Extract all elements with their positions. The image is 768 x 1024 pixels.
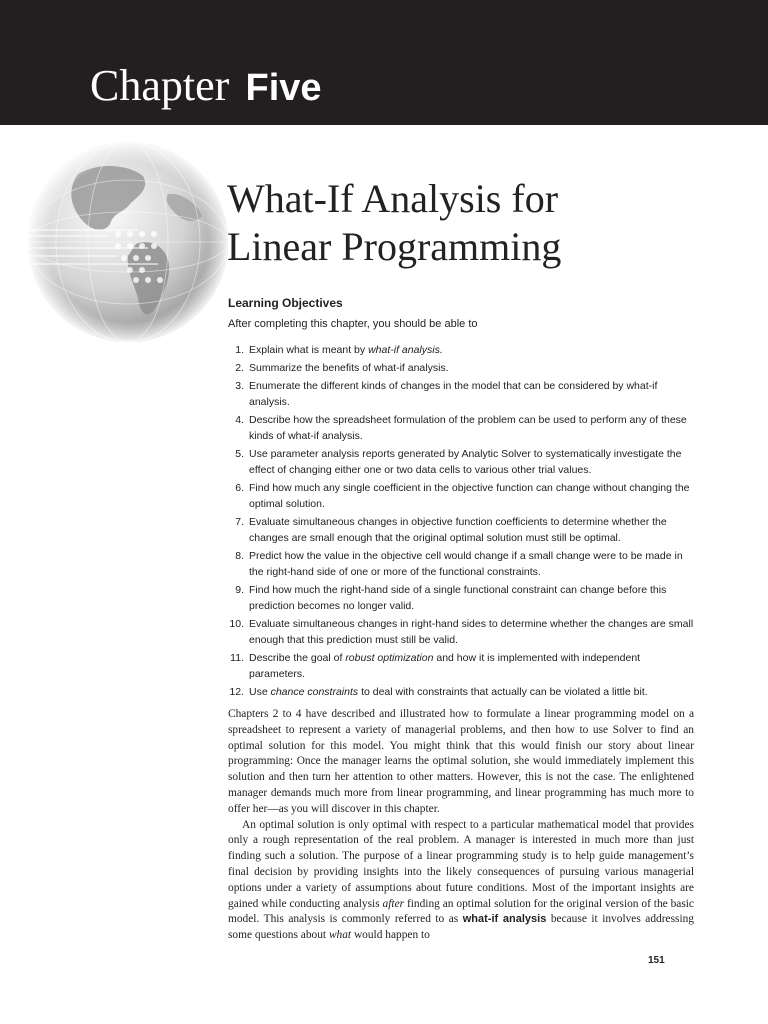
body-emphasis-after: after (382, 897, 405, 910)
objective-number: 1. (235, 344, 244, 356)
objective-number: 3. (235, 380, 244, 392)
objective-number: 6. (235, 482, 244, 494)
body-paragraph-2 (228, 818, 694, 944)
objective-item (228, 616, 698, 648)
objective-number: 12. (229, 686, 244, 698)
objective-number: 4. (235, 414, 244, 426)
body-text-run: finding an optimal solution for the original version of the basic model. This analysis is commonly referred to as (228, 897, 694, 926)
chapter-word: Chapter (90, 61, 230, 110)
learning-objectives-heading: Learning Objectives (228, 296, 343, 310)
objective-item (228, 480, 698, 512)
chapter-banner (0, 0, 768, 125)
objective-number: 9. (235, 584, 244, 596)
body-text-run: would happen to (351, 929, 430, 942)
globe-illustration (18, 134, 233, 349)
objective-item (228, 650, 698, 682)
objective-item (228, 446, 698, 478)
objective-item (228, 412, 698, 444)
body-text (228, 707, 694, 944)
objective-text: Find how much the right-hand side of a single functional constraint can change before this prediction becomes no longer valid. (249, 584, 667, 612)
objective-text: Summarize the benefits of what-if analysis. (249, 362, 449, 374)
objective-text: Enumerate the different kinds of changes in the model that can be considered by what-if analysis. (249, 380, 658, 408)
objective-item (228, 378, 698, 410)
objective-text-tail: and how it is implemented with independent parameters. (249, 652, 641, 680)
objective-number: 7. (235, 516, 244, 528)
objective-text: Use parameter analysis reports generated by Analytic Solver to systematically investigate the effect of changing either one or two data cells to various other trial values. (249, 448, 682, 476)
objective-text: Evaluate simultaneous changes in right-hand sides to determine whether the changes are small enough that this prediction must still be valid. (249, 618, 694, 646)
objective-number: 11. (230, 652, 244, 664)
objective-text: Describe the goal of (249, 652, 346, 664)
objective-text: Find how much any single coefficient in the objective function can change without changing the optimal solution. (249, 482, 690, 510)
chapter-heading (90, 60, 322, 114)
body-text-run: An optimal solution is only optimal with respect to a particular mathematical model that provides only a rough representation of the real problem. A manager is interested in much more than just finding such a solution. The purpose of a linear programming study is to help guide management’s final decision by providing insights into the likely consequences of pursuing various managerial options under a variety of assumptions about future conditions. Most of the important insights are gained while conducting analysis (228, 818, 694, 910)
objective-number: 10. (229, 618, 244, 630)
objective-item (228, 684, 698, 700)
objective-number: 8. (235, 550, 244, 562)
objective-item (228, 360, 698, 376)
chapter-title-line2: Linear Programming (227, 224, 562, 269)
learning-objectives-list (228, 342, 698, 702)
objective-text: Predict how the value in the objective cell would change if a small change were to be made in the right-hand side of one or more of the functional constraints. (249, 550, 683, 578)
chapter-title (227, 175, 561, 271)
objective-text: Evaluate simultaneous changes in objective function coefficients to determine whether the changes are small enough that the original optimal solution must still be optimal. (249, 516, 667, 544)
objective-item (228, 514, 698, 546)
body-text-run: because it involves addressing some questions about (228, 913, 695, 942)
objective-text: Use (249, 686, 271, 698)
objective-emphasis: what-if analysis. (368, 344, 443, 356)
objective-text: Explain what is meant by (249, 344, 369, 356)
body-emphasis-what: what (328, 929, 352, 942)
objective-text-tail: to deal with constraints that actually can be violated a little bit. (358, 686, 648, 698)
objective-item (228, 342, 698, 358)
objective-number: 2. (235, 362, 244, 374)
key-term-what-if-analysis: what-if analysis (462, 913, 547, 926)
objective-emphasis: robust optimization (345, 652, 434, 664)
learning-objectives-intro: After completing this chapter, you should be able to (228, 318, 478, 330)
objective-item (228, 548, 698, 580)
page-number: 151 (648, 955, 665, 966)
objective-emphasis: chance constraints (270, 686, 359, 698)
objective-number: 5. (235, 448, 244, 460)
objective-text: Describe how the spreadsheet formulation of the problem can be used to perform any of these kinds of what-if analysis. (249, 414, 687, 442)
chapter-number: Five (245, 67, 322, 109)
chapter-title-line1: What-If Analysis for (227, 176, 559, 221)
body-paragraph-1: Chapters 2 to 4 have described and illustrated how to formulate a linear programming model on a spreadsheet to represent a variety of managerial problems, and then how to use Solver to find an optimal solution for this model. You might think that this would finish our story about linear programming: Once the manager learns the optimal solution, she would immediately implement this solution and then turn her attention to other matters. However, this is not the case. The enlightened manager demands much more from linear programming, and linear programming has much more to offer her—as you will discover in this chapter. (228, 708, 694, 815)
objective-item (228, 582, 698, 614)
